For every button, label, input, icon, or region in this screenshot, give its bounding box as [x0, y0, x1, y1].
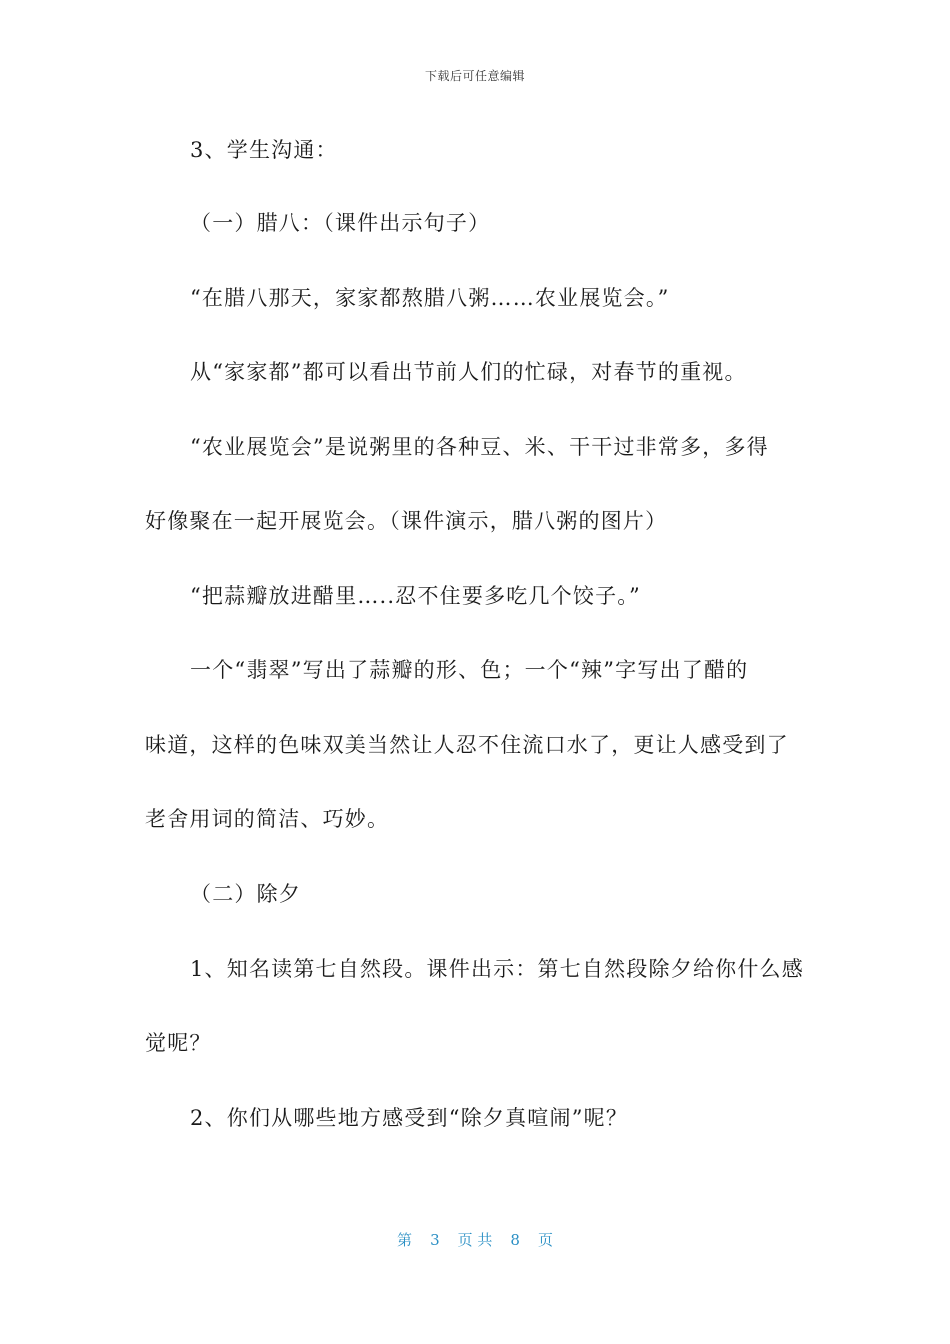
- paragraph-line: 从“家家都”都可以看出节前人们的忙碌，对春节的重视。: [190, 360, 747, 384]
- paragraph-line: 老舍用词的简洁、巧妙。: [145, 807, 390, 831]
- paragraph-line: 味道，这样的色味双美当然让人忍不住流口水了，更让人感受到了: [145, 733, 789, 757]
- paragraph-line: “农业展览会”是说粥里的各种豆、米、干干过非常多，多得: [190, 435, 769, 459]
- paragraph-line: 3、学生沟通：: [190, 138, 338, 162]
- section-heading: （二）除夕: [190, 882, 301, 906]
- page-number-suffix: 页: [537, 1231, 553, 1249]
- page-header-note: 下载后可任意编辑: [424, 69, 525, 83]
- page-number-prefix: 第: [397, 1231, 413, 1249]
- paragraph-line: 好像聚在一起开展览会。（课件演示，腊八粥的图片）: [145, 509, 668, 533]
- paragraph-line: （一）腊八：（课件出示句子）: [190, 211, 491, 235]
- paragraph-line: 1、知名读第七自然段。课件出示：第七自然段除夕给你什么感: [190, 957, 804, 981]
- page-number-total: 8: [510, 1231, 520, 1249]
- paragraph-line: 觉呢？: [145, 1031, 212, 1055]
- page-number-middle: 页 共: [457, 1231, 493, 1249]
- page-footer: [0, 1229, 950, 1250]
- paragraph-line: “把蒜瓣放进醋里…..忍不住要多吃几个饺子。”: [190, 584, 641, 608]
- paragraph-line: 2、你们从哪些地方感受到“除夕真喧闹”呢？: [190, 1106, 629, 1130]
- paragraph-line: “在腊八那天，家家都熬腊八粥……农业展览会。”: [190, 286, 670, 310]
- page-number-current: 3: [430, 1231, 440, 1249]
- paragraph-line: 一个“翡翠”写出了蒜瓣的形、色；一个“辣”字写出了醋的: [190, 658, 749, 682]
